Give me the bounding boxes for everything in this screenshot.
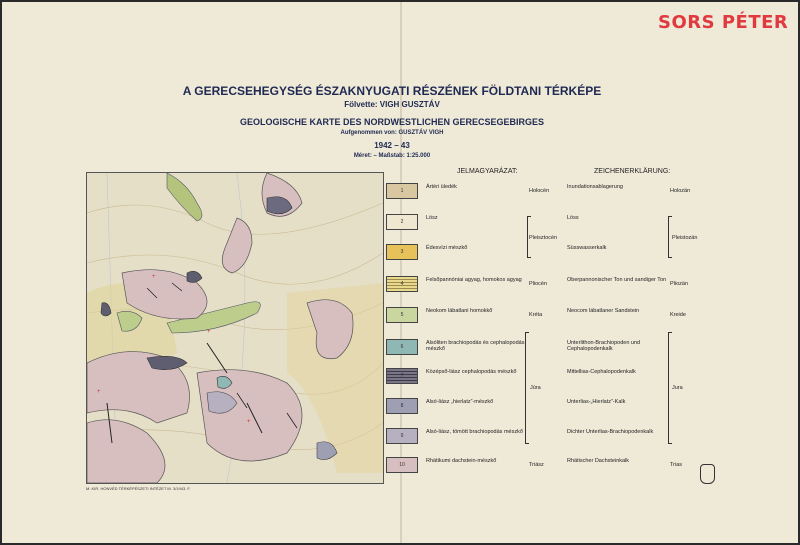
legend-age-de: Kreide bbox=[670, 312, 686, 318]
legend-label-de: Löss bbox=[567, 215, 579, 221]
legend-label-hu: Felsőpannóniai agyag, homokos agyag bbox=[426, 277, 522, 283]
author-hu: Fölvette: VIGH GUSZTÁV bbox=[344, 100, 440, 109]
legend-label-hu: Ártéri üledék bbox=[426, 184, 457, 190]
period-jura-hu: Júra bbox=[530, 385, 541, 391]
legend-swatch: 1 bbox=[386, 183, 418, 199]
legend-age-hu: Kréta bbox=[529, 312, 543, 318]
legend-row bbox=[386, 339, 791, 357]
legend-label-hu: Alsó-liász, tömött brachiopodás mészkő bbox=[426, 429, 523, 435]
legend-age-de: Trias bbox=[670, 462, 683, 468]
legend-label-de: Mittellias-Cephalopodenkalk bbox=[567, 369, 636, 375]
legend-heading-de: ZEICHENERKLÄRUNG: bbox=[594, 168, 671, 175]
legend-row bbox=[386, 398, 791, 416]
legend-row bbox=[386, 244, 791, 262]
period-pleistocene-de: Pleistozän bbox=[672, 235, 698, 241]
svg-text:+: + bbox=[97, 389, 101, 395]
legend-age-de: Holozän bbox=[670, 188, 691, 194]
legend-swatch: 10 bbox=[386, 457, 418, 473]
legend-heading-hu: JELMAGYARÁZAT: bbox=[457, 168, 518, 175]
legend-label-hu: Rhätikumi dachstein-mészkő bbox=[426, 458, 497, 464]
legend-row bbox=[386, 368, 791, 386]
period-jura-de: Jura bbox=[672, 385, 683, 391]
legend-swatch: 9 bbox=[386, 428, 418, 444]
legend-age-hu: Holocén bbox=[529, 188, 550, 194]
legend-label-hu: Alsóliten brachiopodás és cephalopodás mészkő bbox=[426, 340, 525, 352]
legend-label-de: Rhätischer Dachsteinkalk bbox=[567, 458, 630, 464]
legend-label-de: Dichter Unterlias-Brachiopodenkalk bbox=[567, 429, 654, 435]
legend-label-de: Neocom lábatlaner Sandstein bbox=[567, 308, 640, 314]
legend-label-de: Oberpannonischer Ton und sandiger Ton bbox=[567, 277, 667, 283]
legend-age-hu: Pliocén bbox=[529, 281, 548, 287]
author-de: Aufgenommen von: GUSZTÁV VIGH bbox=[340, 130, 444, 136]
legend-label-de: Inundationsablagerung bbox=[567, 184, 623, 190]
geology-polygons bbox=[87, 173, 383, 483]
legend-swatch: 5 bbox=[386, 307, 418, 323]
legend-label-de: Unterlias-„Hierlatz”-Kalk bbox=[567, 399, 626, 405]
period-pleistocene-hu: Pleisztocén bbox=[529, 235, 558, 241]
legend-label-hu: Neokom lábatlani homokkő bbox=[426, 308, 493, 314]
legend-row bbox=[386, 276, 791, 294]
legend-age-hu: Triász bbox=[529, 462, 544, 468]
legend-label-de: Unterlithon-Brachiopoden und Cephalopodenkalk bbox=[567, 340, 641, 352]
svg-text:+: + bbox=[207, 329, 211, 335]
printer-imprint: M. KIR. HONVÉD TÉRKÉPÉSZETI INTÉZET M. 3/1943. F. bbox=[86, 486, 191, 491]
map-title-hu: A GERECSEHEGYSÉG ÉSZAKNYUGATI RÉSZÉNEK FÖLDTANI TÉRKÉPE bbox=[182, 84, 602, 98]
legend-label-hu: Alsó-liász „hierlatz”-mészkő bbox=[426, 399, 494, 405]
geological-map[interactable] bbox=[86, 172, 384, 484]
legend-row bbox=[386, 183, 791, 201]
legend-label-hu: Középső-liász cephalopodás mészkő bbox=[426, 369, 517, 375]
legend-label-hu: Édesvízi mészkő bbox=[426, 245, 468, 251]
coat-of-arms-seal bbox=[700, 464, 715, 484]
legend-swatch: 3 bbox=[386, 244, 418, 260]
svg-text:+: + bbox=[247, 419, 251, 425]
legend-swatch: 6 bbox=[386, 339, 418, 355]
legend-row bbox=[386, 307, 791, 325]
svg-text:+: + bbox=[152, 274, 156, 280]
legend-swatch: 7 bbox=[386, 368, 418, 384]
map-sheet bbox=[2, 2, 798, 543]
legend-label-de: Süsswasserkalk bbox=[567, 245, 607, 251]
legend-row bbox=[386, 428, 791, 446]
survey-years: 1942 – 43 bbox=[374, 141, 410, 150]
map-title-de: GEOLOGISCHE KARTE DES NORDWESTLICHEN GERECSEGEBIRGES bbox=[239, 117, 545, 127]
legend-label-hu: Lösz bbox=[426, 215, 438, 221]
legend-swatch: 2 bbox=[386, 214, 418, 230]
brace-jura-hu bbox=[525, 332, 529, 444]
legend-row bbox=[386, 457, 791, 475]
handwritten-annotation: SORS PÉTER bbox=[658, 12, 789, 33]
legend-swatch: 8 bbox=[386, 398, 418, 414]
legend-row bbox=[386, 214, 791, 232]
legend-age-de: Pliozän bbox=[670, 281, 689, 287]
map-scale: Méret: – Maßstab: 1:25.000 bbox=[353, 153, 431, 159]
legend-swatch: 4 bbox=[386, 276, 418, 292]
